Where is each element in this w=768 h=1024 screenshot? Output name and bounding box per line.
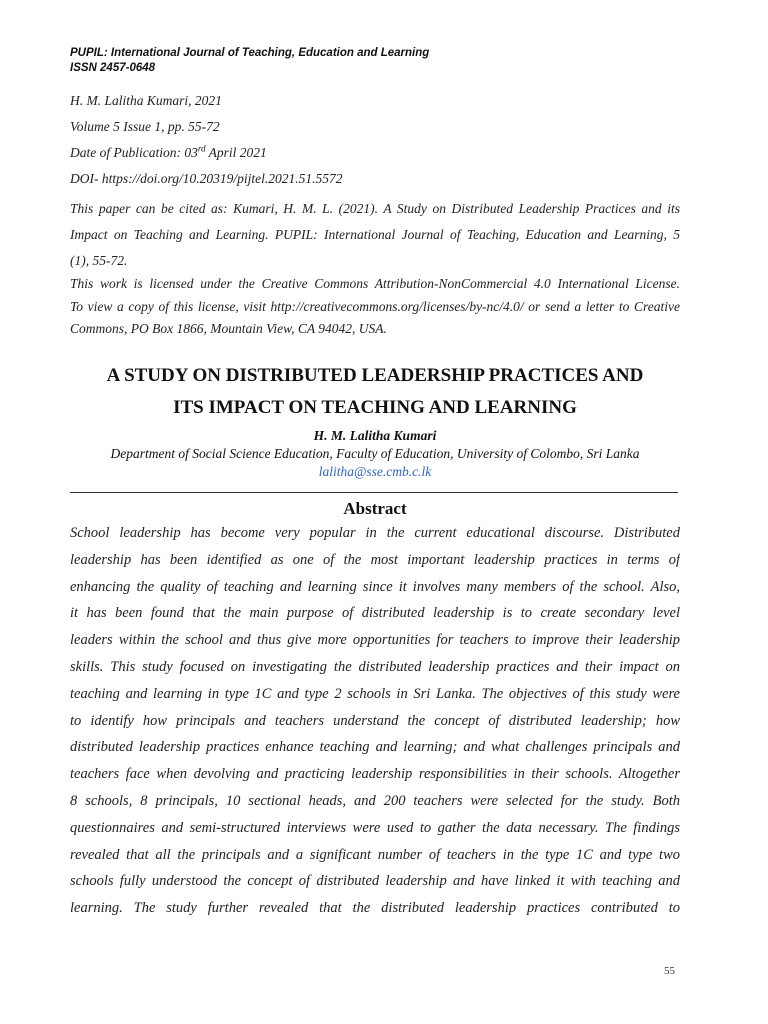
- page-number: 55: [664, 965, 675, 977]
- abstract-heading: Abstract: [343, 499, 407, 518]
- author-year: H. M. Lalitha Kumari, 2021: [70, 93, 222, 108]
- abstract-line: teachers face when devolving and practicing leadership responsibilities in their schools. Altogether: [70, 766, 680, 783]
- author-affiliation: Department of Social Science Education, Faculty of Education, University of Colombo, Sri Lanka: [110, 446, 640, 461]
- abstract-line: School leadership has become very popular in the current educational discourse. Distributed: [70, 525, 680, 541]
- author-name: H. M. Lalitha Kumari: [313, 428, 437, 443]
- journal-name: PUPIL: International Journal of Teaching, Education and Learning: [70, 47, 430, 59]
- doi-line: DOI- https://doi.org/10.20319/pijtel.2021.51.5572: [70, 171, 343, 186]
- citation-line-3: (1), 55-72.: [70, 253, 128, 268]
- abstract-line: revealed that all the principals and a significant number of teachers in the type 1C and type two: [70, 846, 680, 863]
- abstract-line: teaching and learning in type 1C and type 2 schools in Sri Lanka. The objectives of this study were: [70, 685, 680, 702]
- abstract-line: it has been found that the main purpose of distributed leadership is to create secondary level: [70, 605, 680, 622]
- abstract-line: questionnaires and semi-structured interviews were used to gather the data necessary. The findings: [70, 819, 680, 836]
- paper-title: [60, 360, 690, 424]
- publication-date: [70, 145, 680, 161]
- date-prefix: Date of Publication: 03: [70, 145, 198, 160]
- license-line-3: Commons, PO Box 1866, Mountain View, CA 94042, USA.: [70, 321, 387, 336]
- abstract-line: distributed leadership practices enhance teaching and learning; and what challenges principals and: [70, 739, 680, 756]
- volume-info: Volume 5 Issue 1, pp. 55-72: [70, 119, 220, 134]
- license-line-1: This work is licensed under the Creative Commons Attribution-NonCommercial 4.0 International License.: [70, 276, 680, 291]
- abstract-line: leadership has been identified as one of the most important leadership practices in terms of: [70, 551, 680, 568]
- license-block: [70, 273, 680, 341]
- author-email-link[interactable]: lalitha@sse.cmb.c.lk: [318, 464, 432, 479]
- abstract-line: learning. The study further revealed that the distributed leadership practices contributed to: [70, 900, 680, 917]
- section-divider: [70, 492, 678, 493]
- abstract-line: schools fully understood the concept of distributed leadership and have linked it with teaching and: [70, 873, 680, 890]
- license-line-2: To view a copy of this license, visit http://creativecommons.org/licenses/by-nc/4.0/ or send a letter to Creative: [70, 298, 680, 314]
- journal-header: [70, 46, 429, 76]
- abstract-line: 8 schools, 8 principals, 10 sectional heads, and 200 teachers were selected for the study. Both: [70, 792, 680, 809]
- citation-block: [70, 196, 680, 274]
- date-suffix: April 2021: [205, 145, 267, 160]
- abstract-body: [70, 520, 680, 922]
- citation-line-2: Impact on Teaching and Learning. PUPIL: International Journal of Teaching, Education and Learning, 5: [70, 227, 680, 242]
- abstract-line: leaders within the school and thus give more opportunities for teachers to improve their leadership: [70, 632, 680, 649]
- journal-issn: ISSN 2457-0648: [70, 62, 156, 74]
- abstract-line: skills. This study focused on investigating the distributed leadership practices and their impact on: [70, 658, 680, 675]
- title-line-1: A STUDY ON DISTRIBUTED LEADERSHIP PRACTICES AND: [106, 365, 644, 386]
- title-line-2: ITS IMPACT ON TEACHING AND LEARNING: [173, 397, 577, 418]
- date-ordinal: rd: [197, 143, 206, 154]
- abstract-line: to identify how principals and teachers understand the concept of distributed leadership; how: [70, 712, 680, 729]
- abstract-line: enhancing the quality of teaching and learning since it involves many members of the school. Also,: [70, 578, 680, 595]
- citation-line-1: This paper can be cited as: Kumari, H. M. L. (2021). A Study on Distributed Leadership Practices and its: [70, 201, 680, 216]
